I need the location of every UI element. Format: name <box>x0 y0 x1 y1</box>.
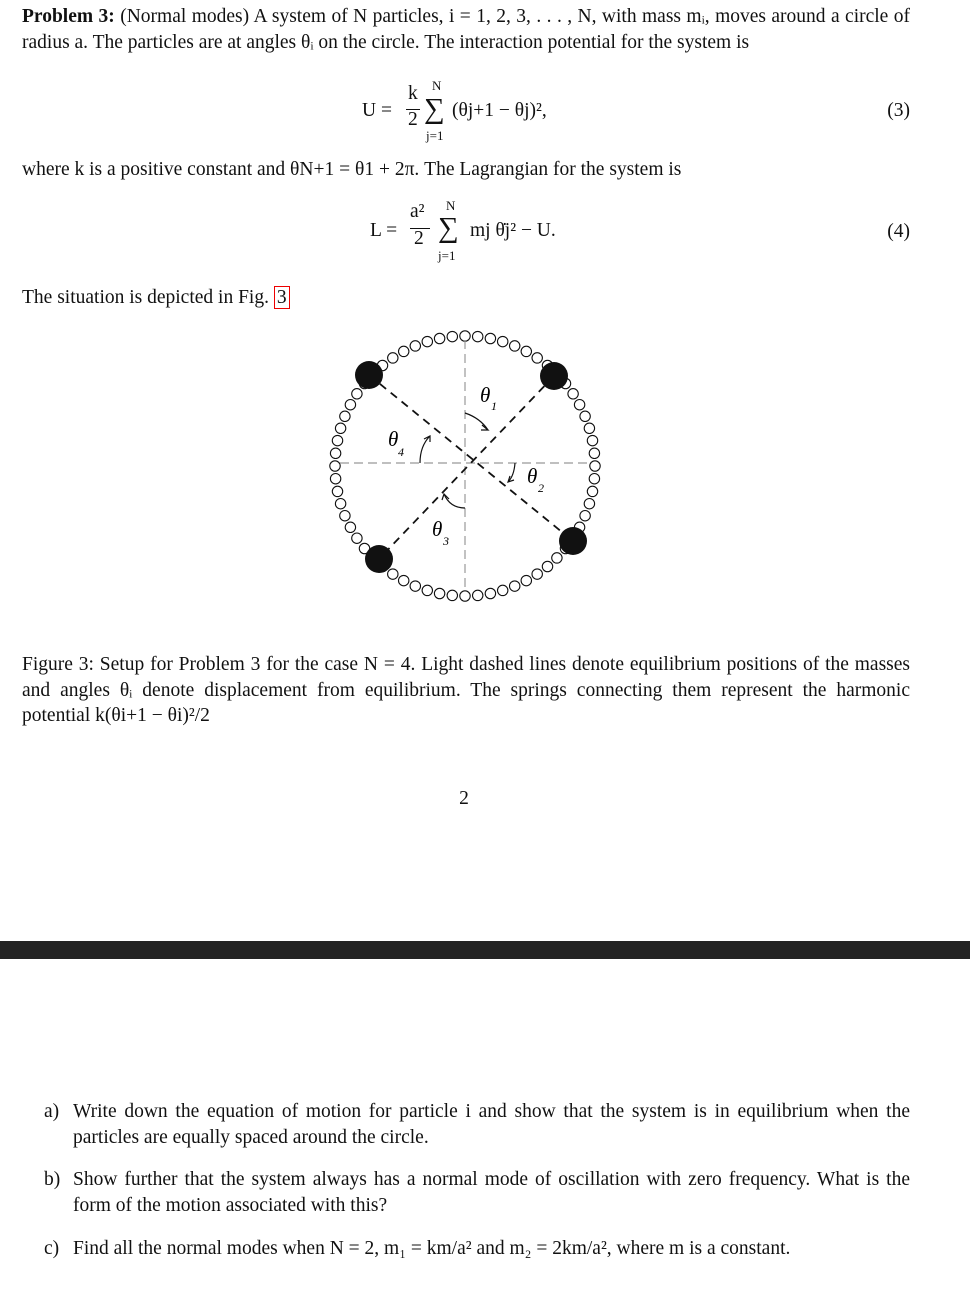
angle-arc-3 <box>444 494 465 508</box>
spring-coil-loop <box>587 486 597 496</box>
theta-4-label: θ <box>388 427 399 451</box>
spring-coil-loop <box>584 423 594 433</box>
spring-coil-loop <box>460 591 470 601</box>
equation-3 <box>362 80 622 150</box>
equation-4-number: (4) <box>887 221 910 242</box>
spring-coil-loop <box>473 590 483 600</box>
sum-symbol-icon: ∑ <box>438 212 459 244</box>
spring-coil-loop <box>330 474 340 484</box>
question-item-a <box>44 1099 910 1150</box>
spring-coil-loop <box>589 474 599 484</box>
spring-coil-loop <box>584 499 594 509</box>
spring-coil-loop <box>460 331 470 341</box>
question-item-b <box>44 1167 910 1218</box>
item-label: b) <box>44 1169 61 1190</box>
spring-coil-loop <box>498 336 508 346</box>
eq4-sum-bot: j=1 <box>438 248 456 263</box>
page-divider <box>0 941 970 959</box>
item-text: Show further that the system always has a normal mode of oscillation with zero frequency. What is the form of the motion associated with this? <box>73 1169 910 1216</box>
sum-symbol-icon: ∑ <box>424 93 445 125</box>
figure-3-diagram <box>320 318 620 608</box>
mass-particle <box>365 545 393 573</box>
spring-coil-loop <box>485 588 495 598</box>
spring-coil-loop <box>510 341 520 351</box>
spring-coil-loop <box>422 336 432 346</box>
eq4-sum-top: N <box>446 198 456 213</box>
question-item-c <box>44 1236 910 1262</box>
spring-coil-loop <box>447 331 457 341</box>
situation-sentence: The situation is depicted in Fig. <box>22 287 269 308</box>
spring-coil-loop <box>330 461 340 471</box>
figure-reference-link[interactable]: 3 <box>274 286 290 309</box>
spring-coil-loop <box>485 333 495 343</box>
spring-coil-loop <box>345 522 355 532</box>
eq4-lhs: L = <box>370 220 398 241</box>
spring-coil-loop <box>388 353 398 363</box>
eq3-lhs: U = <box>362 100 392 121</box>
item-label: c) <box>44 1238 60 1259</box>
spring-coil-loop <box>410 341 420 351</box>
item-label: a) <box>44 1101 60 1122</box>
spring-coil-loop <box>399 346 409 356</box>
spring-coil-loop <box>498 585 508 595</box>
eq4-frac-num: a² <box>410 201 425 222</box>
situation-text <box>22 285 910 311</box>
spring-coil-loop <box>352 389 362 399</box>
spring-coil-loop <box>568 389 578 399</box>
spring-coil-loop <box>521 346 531 356</box>
spring-coil-loop <box>388 569 398 579</box>
spring-coil-loop <box>422 585 432 595</box>
eq4-frac-den: 2 <box>414 228 424 249</box>
spring-coil-loop <box>574 400 584 410</box>
spring-coil-loop <box>552 553 562 563</box>
after-eq3-text: where k is a positive constant and θN+1 = θ1 + 2π. The Lagrangian for the system is <box>22 159 682 180</box>
item-text: Write down the equation of motion for particle i and show that the system is in equilibrium when the particles are equally spaced around the circle. <box>73 1101 910 1148</box>
page-number: 2 <box>459 788 469 809</box>
theta-2-label: θ <box>527 464 538 488</box>
spring-coil-loop <box>521 575 531 585</box>
eq3-frac-den: 2 <box>408 109 418 130</box>
spring-coil-loop <box>532 353 542 363</box>
item-text: Find all the normal modes when N = 2, m₁ = km/a² and m₂ = 2km/a², where m is a constant. <box>73 1238 791 1259</box>
spring-coil-loop <box>542 561 552 571</box>
spring-coil-loop <box>335 423 345 433</box>
equation-4 <box>370 200 630 270</box>
spring-coil-loop <box>590 461 600 471</box>
problem-statement <box>22 4 910 55</box>
equation-3-number: (3) <box>887 100 910 121</box>
spring-coil-loop <box>340 511 350 521</box>
mass-particle <box>355 361 383 389</box>
figure-caption: Figure 3: Setup for Problem 3 for the case N = 4. Light dashed lines denote equilibrium positions of the masses and angles θᵢ denote displacement from equilibrium. The springs connecting them represent the harmonic potential k(θi+1 − θi)²/2 <box>22 654 910 726</box>
spring-coil-loop <box>589 448 599 458</box>
theta-4-subscript: 4 <box>398 445 404 459</box>
spring-coil-loop <box>580 511 590 521</box>
spring-coil-loop <box>447 590 457 600</box>
theta-1-subscript: 1 <box>491 399 497 413</box>
theta-3-label: θ <box>432 517 443 541</box>
spring-coil-loop <box>510 581 520 591</box>
spring-coil-loop <box>352 533 362 543</box>
eq3-frac-num: k <box>408 83 418 104</box>
spring-coil-loop <box>345 400 355 410</box>
spring-coil-loop <box>580 411 590 421</box>
mass-particle <box>559 527 587 555</box>
spring-coil-loop <box>473 331 483 341</box>
spring-coil-loop <box>532 569 542 579</box>
problem-label: Problem 3: <box>22 6 115 27</box>
eq4-body: mj θ̇j² − U. <box>470 220 556 241</box>
theta-3-subscript: 3 <box>443 534 449 548</box>
theta-1-label: θ <box>480 383 491 407</box>
mass-particle <box>540 362 568 390</box>
spring-coil-loop <box>340 411 350 421</box>
angle-arc-4 <box>420 436 430 463</box>
problem-intro: (Normal modes) A system of <box>120 6 354 27</box>
eq3-sum-bot: j=1 <box>426 128 444 143</box>
eq3-body: (θj+1 − θj)², <box>452 100 547 121</box>
spring-coil-loop <box>434 588 444 598</box>
spring-coil-loop <box>399 575 409 585</box>
spring-coil-loop <box>330 448 340 458</box>
spring-coil-loop <box>335 499 345 509</box>
spring-coil-loop <box>434 333 444 343</box>
spring-coil-loop <box>410 581 420 591</box>
problem-text: N particles, i = 1, 2, 3, . . . , N, with mass mᵢ, moves around a circle of radius a. The particles are at angles θᵢ on the circle. The interaction potential for the system is <box>22 6 910 53</box>
spring-coil-loop <box>332 435 342 445</box>
spring-coil-loop <box>332 486 342 496</box>
theta-2-subscript: 2 <box>538 481 544 495</box>
eq3-sum-top: N <box>432 78 442 93</box>
spring-coil-loop <box>587 435 597 445</box>
